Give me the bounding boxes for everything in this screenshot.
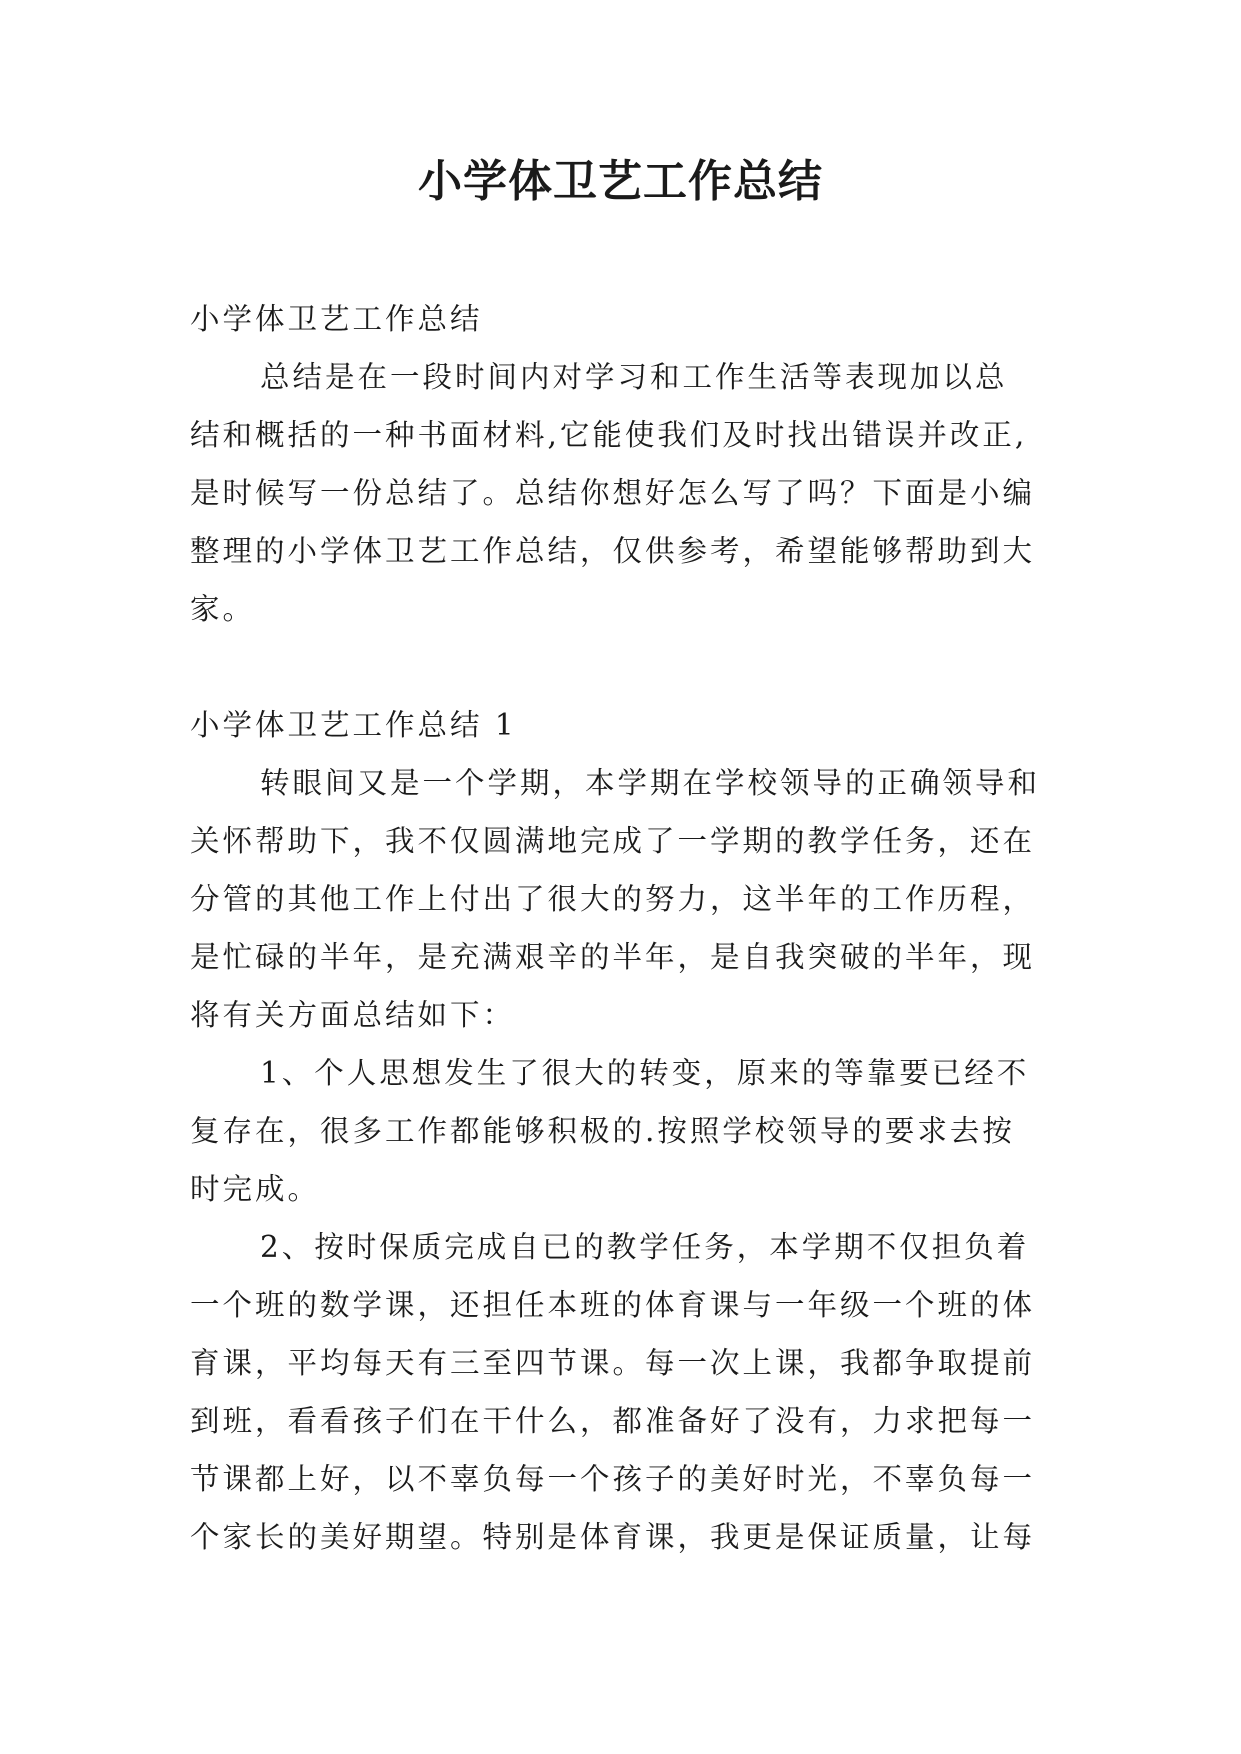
paragraph-line: 是忙碌的半年，是充满艰辛的半年，是自我突破的半年，现: [190, 940, 1036, 974]
section-heading: 小学体卫艺工作总结 1: [190, 708, 517, 742]
paragraph-line: 1、个人思想发生了很大的转变，原来的等靠要已经不: [260, 1056, 1030, 1090]
section-heading: 小学体卫艺工作总结: [190, 302, 483, 336]
paragraph-line: 将有关方面总结如下：: [190, 998, 516, 1032]
paragraph-line: 结和概括的一种书面材料,它能使我们及时找出错误并改正,: [190, 418, 1028, 452]
paragraph-line: 家。: [190, 592, 256, 626]
paragraph-line: 育课，平均每天有三至四节课。每一次上课，我都争取提前: [190, 1346, 1036, 1380]
document-title: 小学体卫艺工作总结: [418, 156, 823, 207]
paragraph-line: 到班，看看孩子们在干什么，都准备好了没有，力求把每一: [190, 1404, 1036, 1438]
paragraph-line: 转眼间又是一个学期，本学期在学校领导的正确领导和: [260, 766, 1041, 800]
paragraph-line: 总结是在一段时间内对学习和工作生活等表现加以总: [260, 360, 1008, 394]
paragraph-line: 节课都上好，以不辜负每一个孩子的美好时光，不辜负每一: [190, 1462, 1036, 1496]
paragraph-gap: [190, 638, 1070, 696]
paragraph-line: 时完成。: [190, 1172, 321, 1206]
paragraph-line: 复存在，很多工作都能够积极的.按照学校领导的要求去按: [190, 1114, 1015, 1148]
document-body: [190, 290, 1070, 1566]
paragraph-line: 一个班的数学课，还担任本班的体育课与一年级一个班的体: [190, 1288, 1036, 1322]
paragraph-line: 关怀帮助下，我不仅圆满地完成了一学期的教学任务，还在: [190, 824, 1036, 858]
paragraph-line: 2、按时保质完成自已的教学任务，本学期不仅担负着: [260, 1230, 1030, 1264]
paragraph-line: 分管的其他工作上付出了很大的努力，这半年的工作历程，: [190, 882, 1036, 916]
paragraph-line: 整理的小学体卫艺工作总结，仅供参考，希望能够帮助到大: [190, 534, 1036, 568]
paragraph-line: 个家长的美好期望。特别是体育课，我更是保证质量，让每: [190, 1520, 1036, 1554]
paragraph-line: 是时候写一份总结了。总结你想好怎么写了吗？下面是小编: [190, 476, 1036, 510]
